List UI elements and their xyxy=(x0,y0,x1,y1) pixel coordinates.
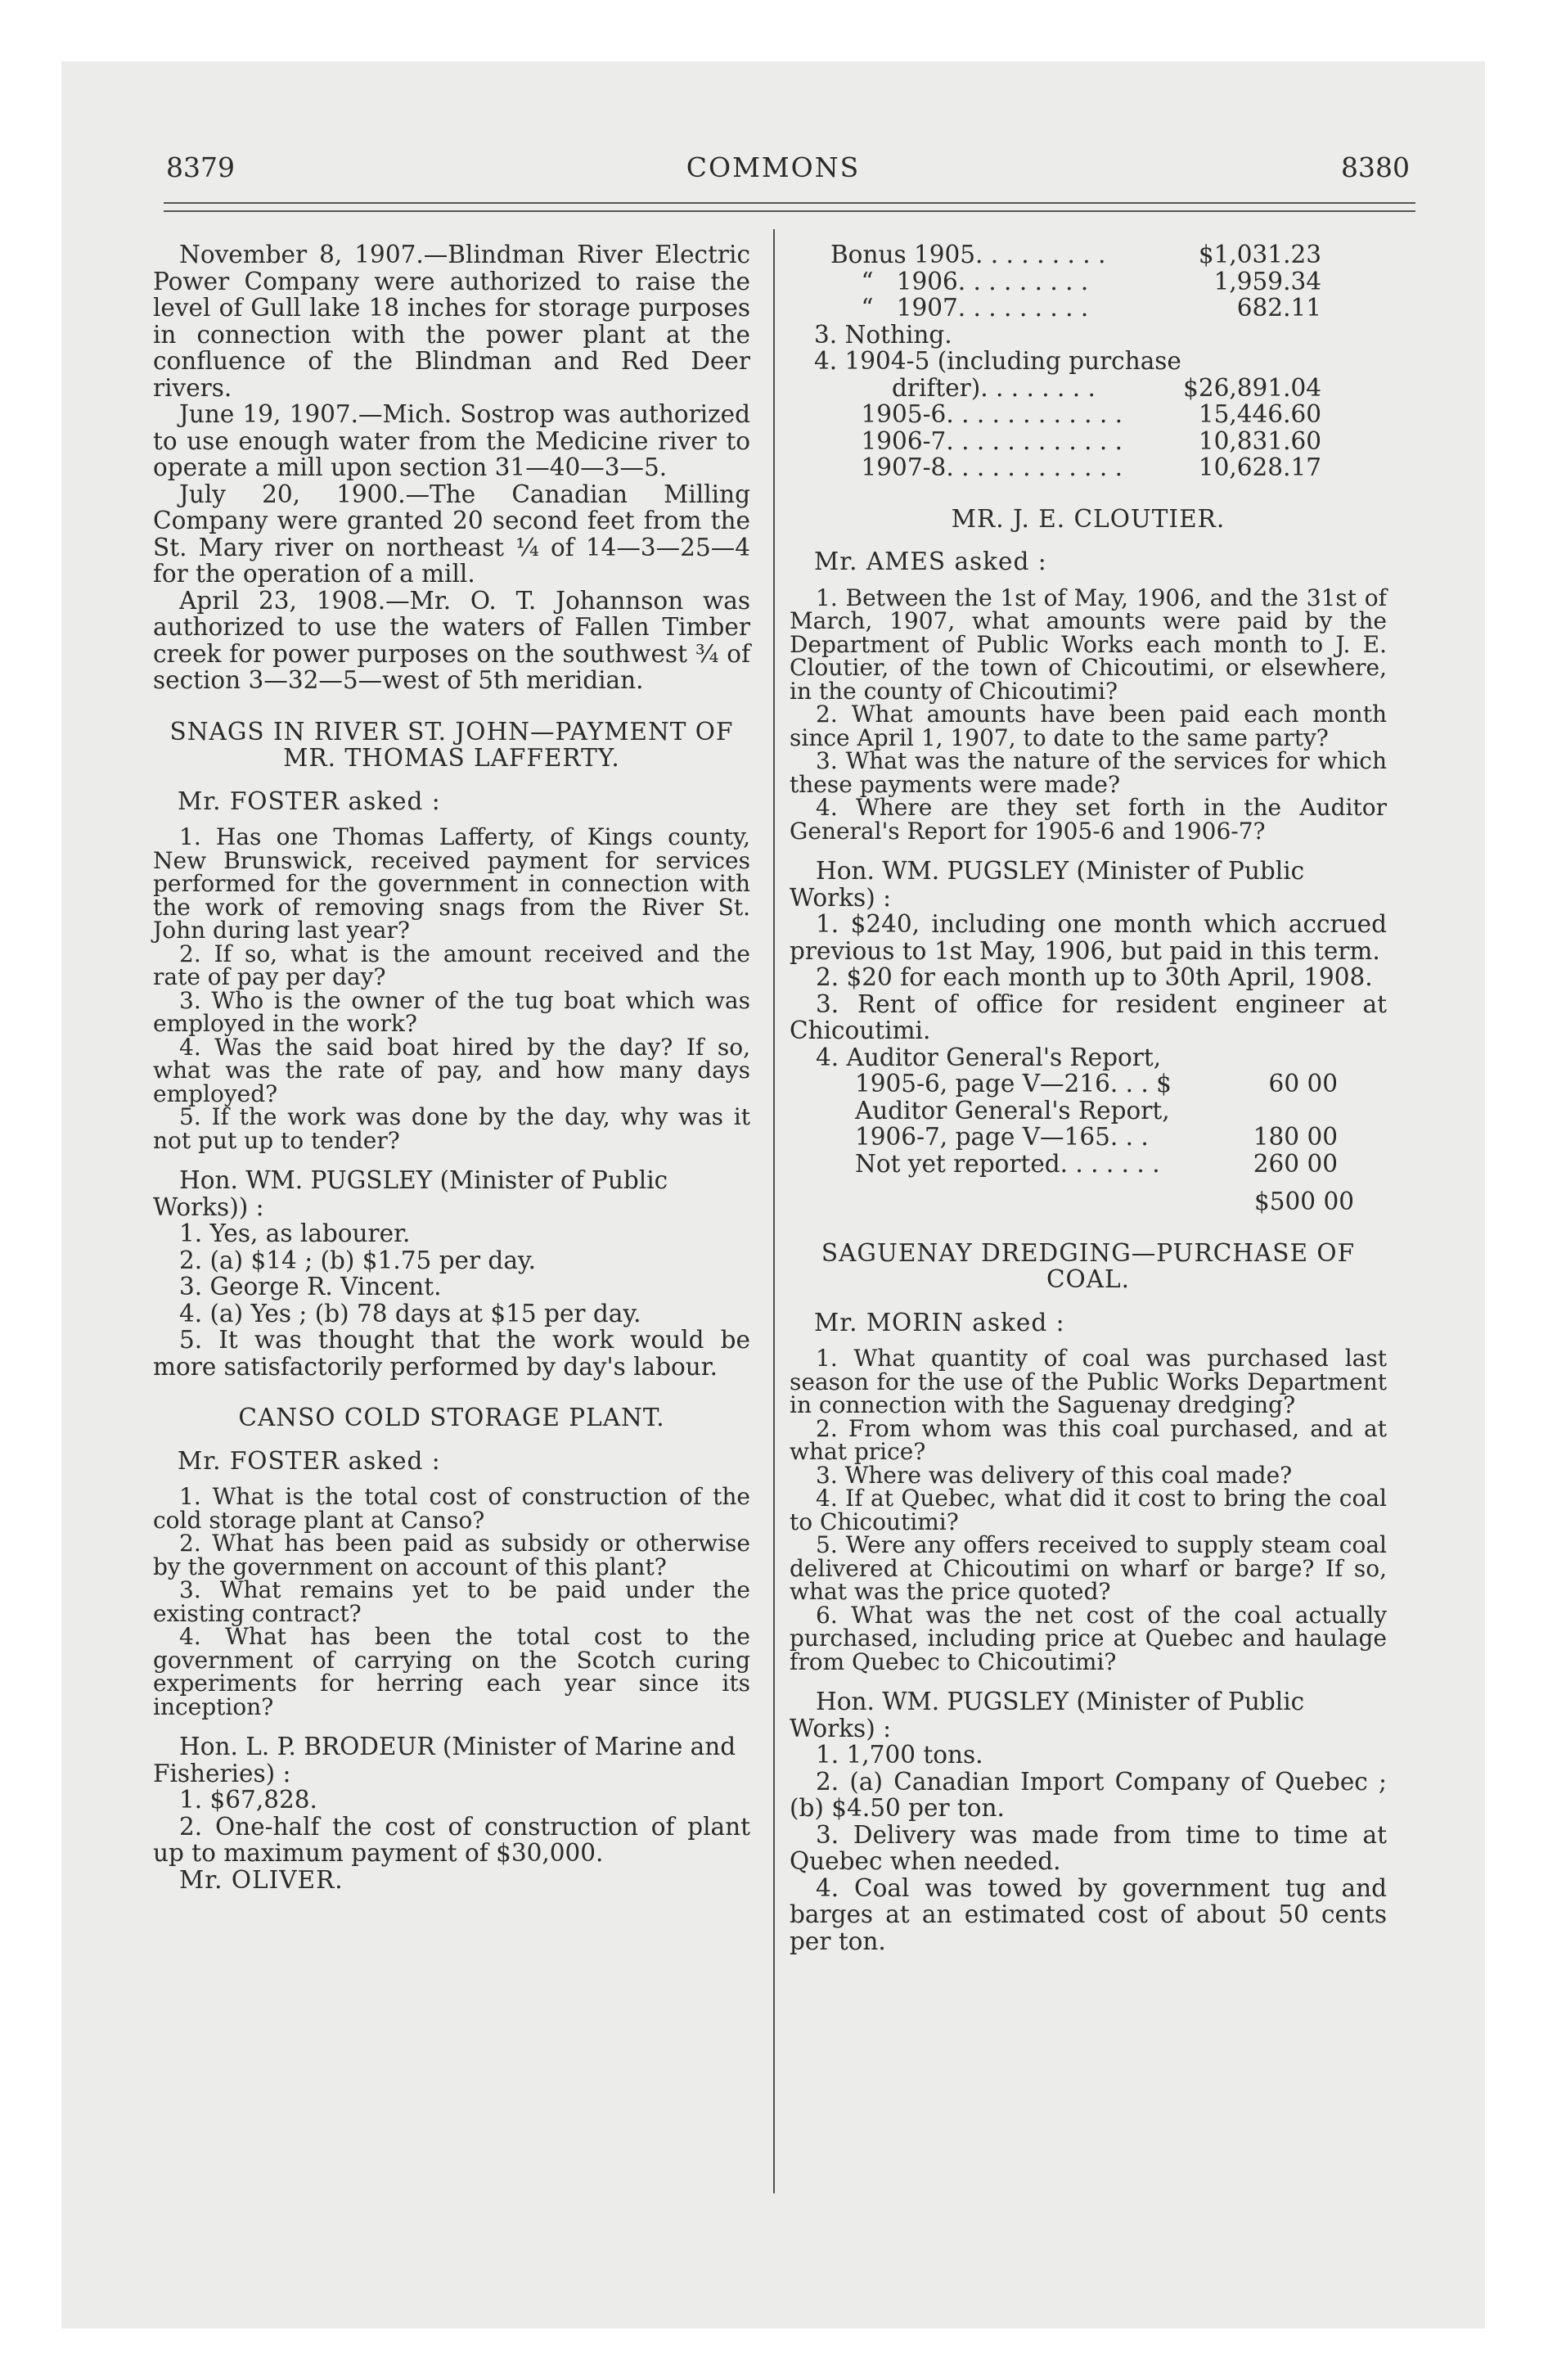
bonus-row xyxy=(830,268,1321,295)
section-heading-saguenay: SAGUENAY DREDGING—PURCHASE OF COAL. xyxy=(821,1238,1356,1293)
report-label: 1906-7, page V—165. . . xyxy=(855,1123,1149,1151)
question: 4. Where are they set forth in the Auditor General's Report for 1905-6 and 1906-7? xyxy=(790,794,1387,845)
grant-paragraph: November 8, 1907.—Blindman River Electric Power Company were authorized to raise the level of Gull lake 18 inches for storage purposes in connection with the power plant at the confluence of the Blindman and Red Deer rivers. xyxy=(153,241,750,402)
bonus-amount: 682.11 xyxy=(1236,294,1321,322)
answer: 2. (a) $14 ; (b) $1.75 per day. xyxy=(179,1246,537,1274)
left-page-number: 8379 xyxy=(166,151,235,183)
question: 4. What has been the total cost to the government of carrying on the Scotch curing experiments for herring each year since its inception? xyxy=(153,1623,750,1720)
page xyxy=(61,61,1485,2328)
column-divider xyxy=(773,229,775,2193)
header-rule-top xyxy=(164,202,1415,204)
question: 6. What was the net cost of the coal actually purchased, including price at Quebec and haulage from Quebec to Chicoutimi? xyxy=(790,1601,1387,1675)
report-table xyxy=(855,1071,1338,1177)
purchase-amount: 15,446.60 xyxy=(1198,400,1321,428)
report-label: Auditor General's Report, xyxy=(855,1096,1170,1125)
answer: 3. Rent of office for resident engineer at Chicoutimi. xyxy=(790,989,1387,1044)
asked-line: Mr. FOSTER asked : xyxy=(178,1446,441,1475)
report-label: 1905-6, page V—216. . . $ xyxy=(855,1070,1172,1098)
purchase-label: 1907-8. . . . . . . . . . . . xyxy=(830,453,1123,481)
purchase-amount: $26,891.04 xyxy=(1183,373,1321,402)
grant-paragraph: July 20, 1900.—The Canadian Milling Company were granted 20 second feet from the St. Mary river on northeast ¼ of 14—3—25—4 for the operation of a mill. xyxy=(153,480,750,588)
asked-line: Mr. FOSTER asked : xyxy=(178,787,441,815)
question: 2. If so, what is the amount received and the rate of pay per day? xyxy=(153,940,750,990)
purchase-label: 1905-6. . . . . . . . . . . . xyxy=(830,400,1123,428)
answer: 1. $67,828. xyxy=(179,1786,317,1814)
question: 5. Were any offers received to supply steam coal delivered at Chicoutimi on wharf or barge? If so, what was the price quoted? xyxy=(790,1531,1387,1605)
grant-paragraph: April 23, 1908.—Mr. O. T. Johannson was authorized to use the waters of Fallen Timber creek for power purposes on the southwest ¾ of section 3—32—5—west of 5th meridian. xyxy=(153,586,750,694)
minister-line: Hon. WM. PUGSLEY (Minister of Public Works) : xyxy=(790,1688,1305,1742)
report-total: $500 00 xyxy=(1254,1188,1354,1215)
report-row xyxy=(855,1098,1338,1125)
purchase-row xyxy=(830,375,1321,402)
answer: 4. Coal was towed by government tug and barges at an estimated cost of about 50 cents per ton. xyxy=(790,1873,1387,1955)
bonus-row xyxy=(830,241,1321,268)
minister-line: Hon. L. P. BRODEUR (Minister of Marine and Fisheries) : xyxy=(153,1733,736,1787)
section-heading-cloutier: MR. J. E. CLOUTIER. xyxy=(951,504,1226,533)
section-heading-snags: SNAGS IN RIVER ST. JOHN—PAYMENT OF MR. THOMAS LAFFERTY. xyxy=(169,717,734,772)
question: 1. Has one Thomas Lafferty, of Kings county, New Brunswick, received payment for services performed for the government in connection with the work of removing snags from the River St. John during last year? xyxy=(153,823,750,944)
bonus-label: “ 1906. . . . . . . . . xyxy=(830,267,1089,295)
answer: 4. 1904-5 (including purchase xyxy=(814,347,1181,375)
answer: 1. $240, including one month which accrued previous to 1st May, 1906, but paid in this term. xyxy=(790,910,1387,965)
question: 2. What amounts have been paid each month since April 1, 1907, to date to the same party? xyxy=(790,701,1387,751)
closing-speaker: Mr. OLIVER. xyxy=(179,1865,344,1894)
answer: 4. Auditor General's Report, xyxy=(816,1043,1162,1071)
purchase-amount: 10,628.17 xyxy=(1198,453,1321,481)
header-rule-bottom xyxy=(164,210,1415,212)
report-amount: 60 00 xyxy=(1268,1070,1338,1098)
question: 5. If the work was done by the day, why was it not put up to tender? xyxy=(153,1103,750,1154)
right-column xyxy=(790,241,1387,1954)
bonus-label: Bonus 1905. . . . . . . . . xyxy=(830,241,1106,268)
question: 3. What was the nature of the services for which these payments were made? xyxy=(790,747,1387,798)
report-amount: 260 00 xyxy=(1253,1149,1338,1178)
answer: 1. 1,700 tons. xyxy=(816,1741,983,1769)
answer: 1. Yes, as labourer. xyxy=(179,1219,411,1247)
answer: 3. Nothing. xyxy=(814,320,952,349)
question: 4. Was the said boat hired by the day? If so, what was the rate of pay, and how many days employed? xyxy=(153,1033,750,1107)
bonus-amount: $1,031.23 xyxy=(1198,241,1321,268)
minister-line: Hon. WM. PUGSLEY (Minister of Public Works)) : xyxy=(153,1166,668,1221)
question: 3. Where was delivery of this coal made? xyxy=(816,1461,1293,1489)
left-column xyxy=(153,241,750,1893)
bonus-label: “ 1907. . . . . . . . . xyxy=(830,294,1089,322)
asked-line: Mr. AMES asked : xyxy=(814,548,1047,575)
question: 1. Between the 1st of May, 1906, and the 31st of March, 1907, what amounts were paid by the Department of Public Works each month to J. E. Cloutier, of the town of Chicoutimi, or elsewhere, in the county of Chicoutimi? xyxy=(790,584,1387,705)
asked-line: Mr. MORIN asked : xyxy=(814,1308,1065,1336)
question: 4. If at Quebec, what did it cost to bring the coal to Chicoutimi? xyxy=(790,1485,1387,1535)
answer: 4. (a) Yes ; (b) 78 days at $15 per day. xyxy=(179,1299,641,1327)
answer: 5. It was thought that the work would be more satisfactorily performed by day's labour. xyxy=(153,1326,750,1381)
minister-line: Hon. WM. PUGSLEY (Minister of Public Works) : xyxy=(790,857,1305,912)
report-row xyxy=(855,1071,1338,1098)
bonus-amount: 1,959.34 xyxy=(1213,267,1321,295)
purchase-label: drifter). . . . . . . . xyxy=(830,373,1096,402)
answer: 2. (a) Canadian Import Company of Quebec ; (b) $4.50 per ton. xyxy=(790,1767,1387,1822)
purchase-row xyxy=(830,428,1321,455)
bonus-table xyxy=(830,241,1321,322)
report-amount: 180 00 xyxy=(1253,1123,1338,1151)
purchase-label: 1906-7. . . . . . . . . . . . xyxy=(830,426,1123,455)
report-label: Not yet reported. . . . . . . xyxy=(855,1149,1160,1178)
report-row xyxy=(855,1151,1338,1178)
question: 3. Who is the owner of the tug boat which was employed in the work? xyxy=(153,986,750,1037)
right-page-number: 8380 xyxy=(1341,151,1410,183)
purchase-row xyxy=(830,454,1321,481)
question: 1. What is the total cost of construction of the cold storage plant at Canso? xyxy=(153,1483,750,1534)
grant-paragraph: June 19, 1907.—Mich. Sostrop was authorized to use enough water from the Medicine river to operate a mill upon section 31—40—3—5. xyxy=(153,400,750,481)
answer: 2. One-half the cost of construction of plant up to maximum payment of $30,000. xyxy=(153,1812,750,1867)
report-row xyxy=(855,1124,1338,1151)
section-heading-canso: CANSO COLD STORAGE PLANT. xyxy=(238,1404,665,1431)
purchase-row xyxy=(830,401,1321,428)
running-title: COMMONS xyxy=(686,151,861,183)
answer: 3. George R. Vincent. xyxy=(179,1273,442,1300)
question: 3. What remains yet to be paid under the existing contract? xyxy=(153,1576,750,1627)
question: 2. From whom was this coal purchased, and at what price? xyxy=(790,1414,1387,1465)
purchase-amount: 10,831.60 xyxy=(1198,426,1321,455)
question: 1. What quantity of coal was purchased last season for the use of the Public Works Department in connection with the Saguenay dredging? xyxy=(790,1345,1387,1418)
purchase-table xyxy=(830,375,1321,481)
answer: 2. $20 for each month up to 30th April, 1908. xyxy=(816,963,1373,991)
answer: 3. Delivery was made from time to time at Quebec when needed. xyxy=(790,1820,1387,1875)
bonus-row xyxy=(830,295,1321,322)
question: 2. What has been paid as subsidy or otherwise by the government on account of this plant? xyxy=(153,1530,750,1580)
